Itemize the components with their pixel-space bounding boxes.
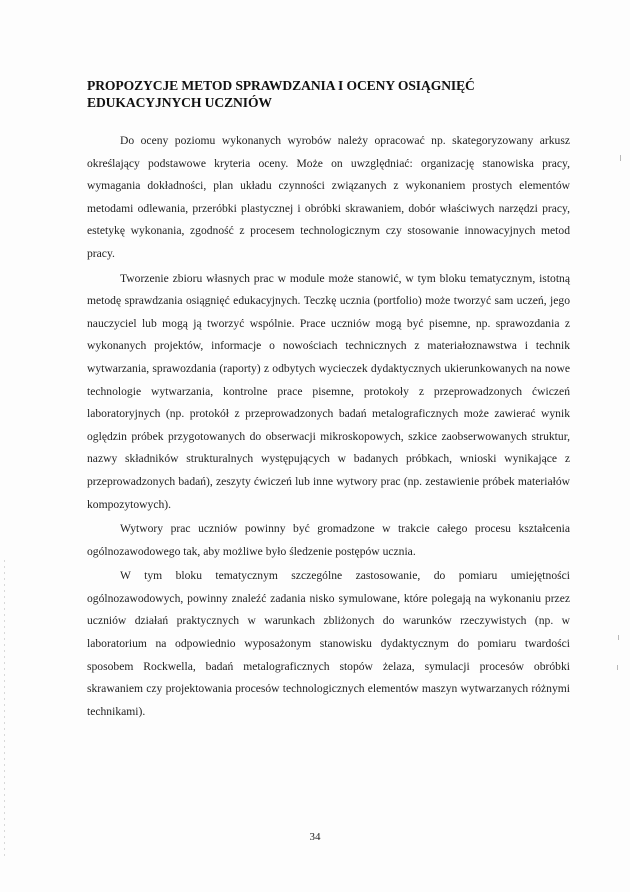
margin-mark — [618, 635, 619, 640]
scan-edge-artifact — [4, 560, 5, 860]
section-heading: PROPOZYCJE METOD SPRAWDZANIA I OCENY OSIĄGNIĘĆ EDUKACYJNYCH UCZNIÓW — [87, 78, 475, 110]
document-body — [87, 130, 570, 725]
paragraph-assessment-criteria: Do oceny poziomu wykonanych wyrobów należy opracować np. skategoryzowany arkusz określający podstawowe kryteria oceny. Może on uwzględniać: organizację stanowiska pracy, wymagania dokładności, plan układu czynności związanych z wykonaniem prostych elementów metodami odlewania, przeróbki plastycznej i obróbki skrawaniem, dobór właściwych narzędzi pracy, estetykę wykonania, zgodność z procesem technologicznym czy stosowanie innowacyjnych metod pracy. — [87, 134, 570, 260]
page-number: 34 — [309, 831, 321, 843]
margin-mark — [620, 155, 621, 161]
paragraph-portfolio: Tworzenie zbioru własnych prac w module może stanowić, w tym bloku tematycznym, istotną metodę sprawdzania osiągnięć edukacyjnych. Teczkę ucznia (portfolio) może tworzyć sam uczeń, jego nauczyciel lub mogą ją tworzyć wspólnie. Prace uczniów mogą być pisemne, np. sprawozdania z wykonanych projektów, informacje o nowościach technicznych z materiałoznawstwa i technik wytwarzania, sprawozdania (raporty) z odbytych wycieczek dydaktycznych ukierunkowanych na nowe technologie wytwarzania, kontrolne prace pisemne, protokoły z przeprowadzonych ćwiczeń laboratoryjnych (np. protokół z przeprowadzonych badań metalograficznych może zawierać wynik oględzin próbek przygotowanych do obserwacji mikroskopowych, szkice zaobserwowanych struktur, nazwy składników strukturalnych występujących w badanych próbkach, wnioski wynikające z przeprowadzonych badań), zeszyty ćwiczeń lub inne wytwory prac (np. zestawienie próbek materiałów kompozytowych). — [87, 271, 570, 511]
paragraph-simulated-tasks: W tym bloku tematycznym szczególne zastosowanie, do pomiaru umiejętności ogólnozawodowych, powinny znaleźć zadania nisko symulowane, które polegają na wykonaniu przez uczniów działań praktycznych w warunkach zbliżonych do warunków rzeczywistych (np. w laboratorium na odpowiednio wyposażonym stanowisku dydaktycznym do pomiaru twardości sposobem Rockwella, badań metalograficznych stopów żelaza, symulacji procesów obróbki skrawaniem czy projektowania procesów technologicznych elementów maszyn wytwarzanych różnymi technikami). — [87, 569, 570, 718]
paragraph-collection: Wytwory prac uczniów powinny być gromadzone w trakcie całego procesu kształcenia ogólnozawodowego tak, aby możliwe było śledzenie postępów ucznia. — [87, 522, 570, 558]
margin-mark — [617, 665, 618, 670]
